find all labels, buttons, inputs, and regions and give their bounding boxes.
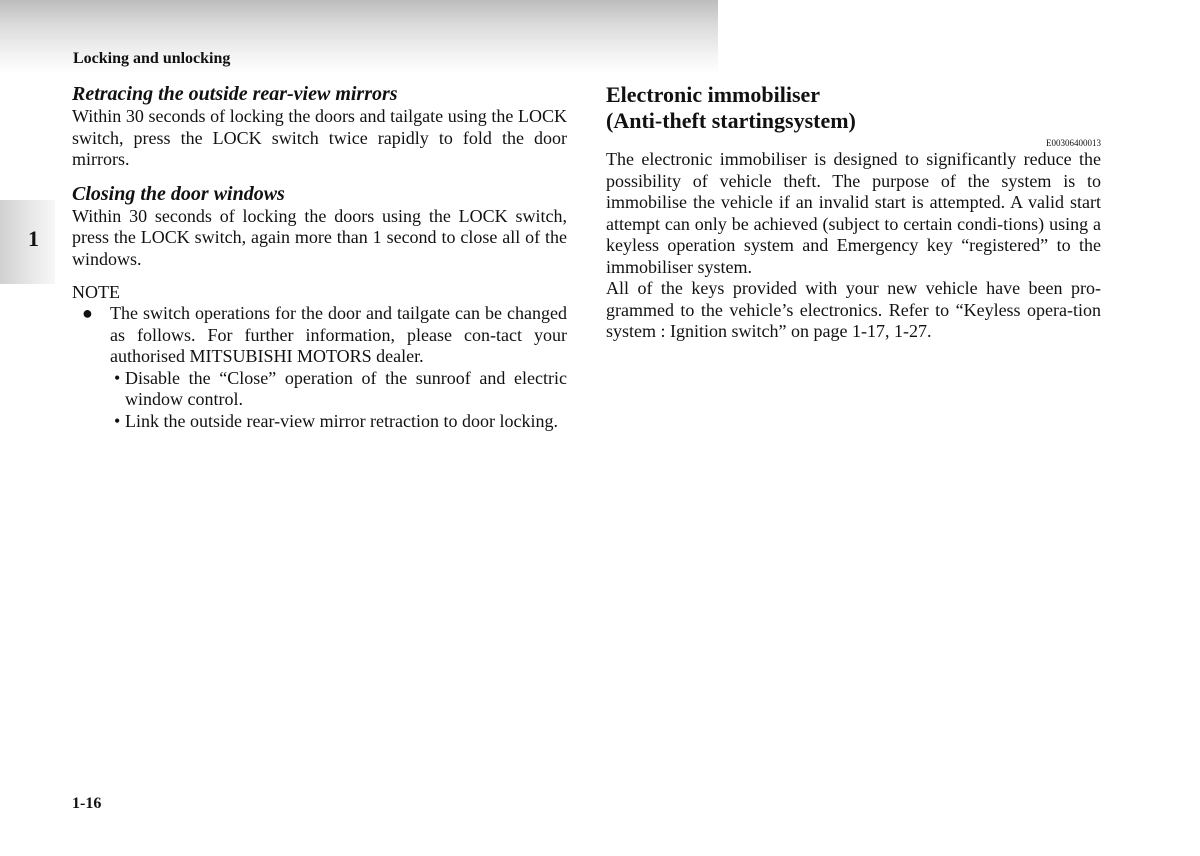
left-column [72,82,567,432]
sub-bullet-icon: • [114,367,121,388]
note-bullet [72,303,567,368]
immobiliser-title-line2: (Anti-theft startingsystem) [606,108,856,133]
immobiliser-title-line1: Electronic immobiliser [606,82,821,107]
note-bullet-text: The switch operations for the door and tailgate can be changed as follows. For further information, please con-tact your authorised MITSUBISHI MOTORS dealer. [110,303,567,366]
sub-bullet-icon: • [114,410,121,431]
note-sub-item-text: Disable the “Close” operation of the sunroof and electric window control. [125,367,567,409]
windows-body: Within 30 seconds of locking the doors using the LOCK switch, press the LOCK switch, again more than 1 second to close all of the windows. [72,205,567,269]
note-label: NOTE [72,282,120,302]
page-number: 1-16 [72,795,102,812]
immobiliser-paragraph-1: The electronic immobiliser is designed to significantly reduce the possibility of vehicle theft. The purpose of the system is to immobilise the vehicle if an invalid start is attempted. A valid start attempt can only be achieved (subject to certain condi-tions) using a keyless operation system and Emergency key “registered” to the immobiliser system. [606,149,1101,277]
mirrors-body: Within 30 seconds of locking the doors and tailgate using the LOCK switch, press the LOCK switch twice rapidly to fold the door mirrors. [72,106,567,169]
mirrors-heading: Retracing the outside rear-view mirrors [72,83,398,105]
right-column [606,82,1101,343]
windows-heading: Closing the door windows [72,182,285,205]
immobiliser-paragraph-2: All of the keys provided with your new vehicle have been pro-grammed to the vehicle’s electronics. Refer to “Keyless opera-tion system : Ignition switch” on page 1-17, 1-27. [606,278,1101,341]
chapter-number: 1 [28,226,39,251]
reference-code: E00306400013 [1046,138,1101,148]
note-sub-item-text: Link the outside rear-view mirror retraction to door locking. [125,410,559,431]
note-sub-item [72,411,567,433]
note-sub-item [72,368,567,411]
section-header: Locking and unlocking [73,50,231,67]
bullet-dot-icon: ● [82,303,93,323]
